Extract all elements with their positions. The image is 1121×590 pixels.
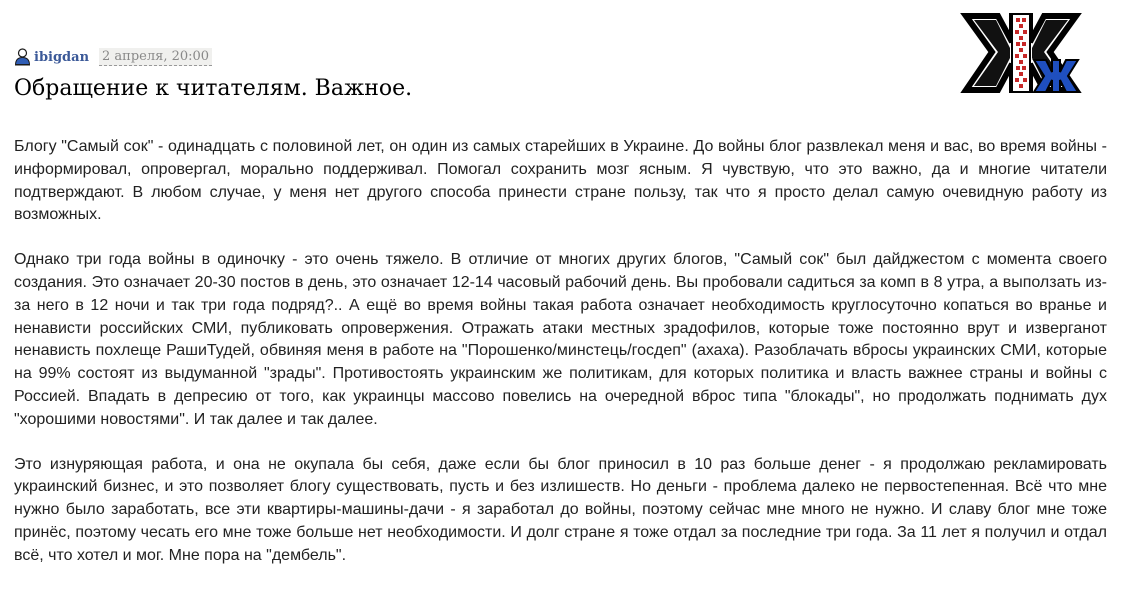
post-paragraph: Блогу "Самый сок" - одинадцать с половиной лет, он один из самых старейших в Украине. До войны блог развлекал меня и вас, во время войны - информировал, опровергал, морально поддерживал. Помогал сохранить мозг ясным. Я чувствую, что это важно, да и многие читатели подтверждают. В любом случае, у меня нет другого способа принести стране пользу, так что я просто делал самую очевидную работу из возможных. bbox=[14, 138, 1107, 224]
post-date-link[interactable]: 2 апреля, 20:00 bbox=[99, 48, 212, 66]
post-meta bbox=[14, 46, 212, 68]
user-icon[interactable] bbox=[14, 48, 31, 66]
post-title: Обращение к читателям. Важное. bbox=[14, 76, 413, 101]
post-paragraph: Однако три года войны в одиночку - это очень тяжело. В отличие от многих других блогов, "Самый сок" был дайджестом с момента своего создания. Это означает 20-30 постов в день, это означает 12-14 часовый рабочий день. Вы пробовали садиться за комп в 8 утра, а выползать из-за него в 12 ночи и так три года подряд?.. А ещё во время войны такая работа означает необходимость круглосуточно копаться во вранье и ненависти российских СМИ, публиковать опровержения. Отражать атаки местных зрадофилов, которые тоже постоянно врут и изверганот ненависть похлеще РашиТудей, обвиняя меня в работе на "Порошенко/минстець/госдеп" (ахаха). Разоблачать вбросы украинских СМИ, которые на 99% состоят из выдуманной "зрады". Противостоять украинским же политикам, для которых политика и власть важнее страны и войны с Россией. Впадать в депресию от того, как украинцы массово повелись на очередной вброс типа "блокады", но продолжать поднимать дух "хорошими новостями". И так далее и так далее. bbox=[14, 251, 1107, 428]
livejournal-zh-logo-icon bbox=[960, 12, 1082, 94]
post-body bbox=[14, 136, 1107, 590]
post-paragraph: Это изнуряющая работа, и она не окупала бы себя, даже если бы блог приносил в 10 раз больше денег - я продолжаю рекламировать украинский бизнес, и это позволяет блогу существовать, пусть и без излишеств. Но деньги - проблема далеко не первостепенная. Всё что мне нужно было заработать, все эти квартиры-машины-дачи - я заработал до войны, поэтому сейчас мне много не нужно. И славу блог мне тоже принёс, поэтому чесать его мне тоже больше нет необходимости. И долг стране я тоже отдал за последние три года. За 11 лет я получил и отдал всё, что хотел и мог. Мне пора на "дембель". bbox=[14, 455, 1107, 564]
author-link[interactable]: ibigdan bbox=[34, 49, 90, 65]
